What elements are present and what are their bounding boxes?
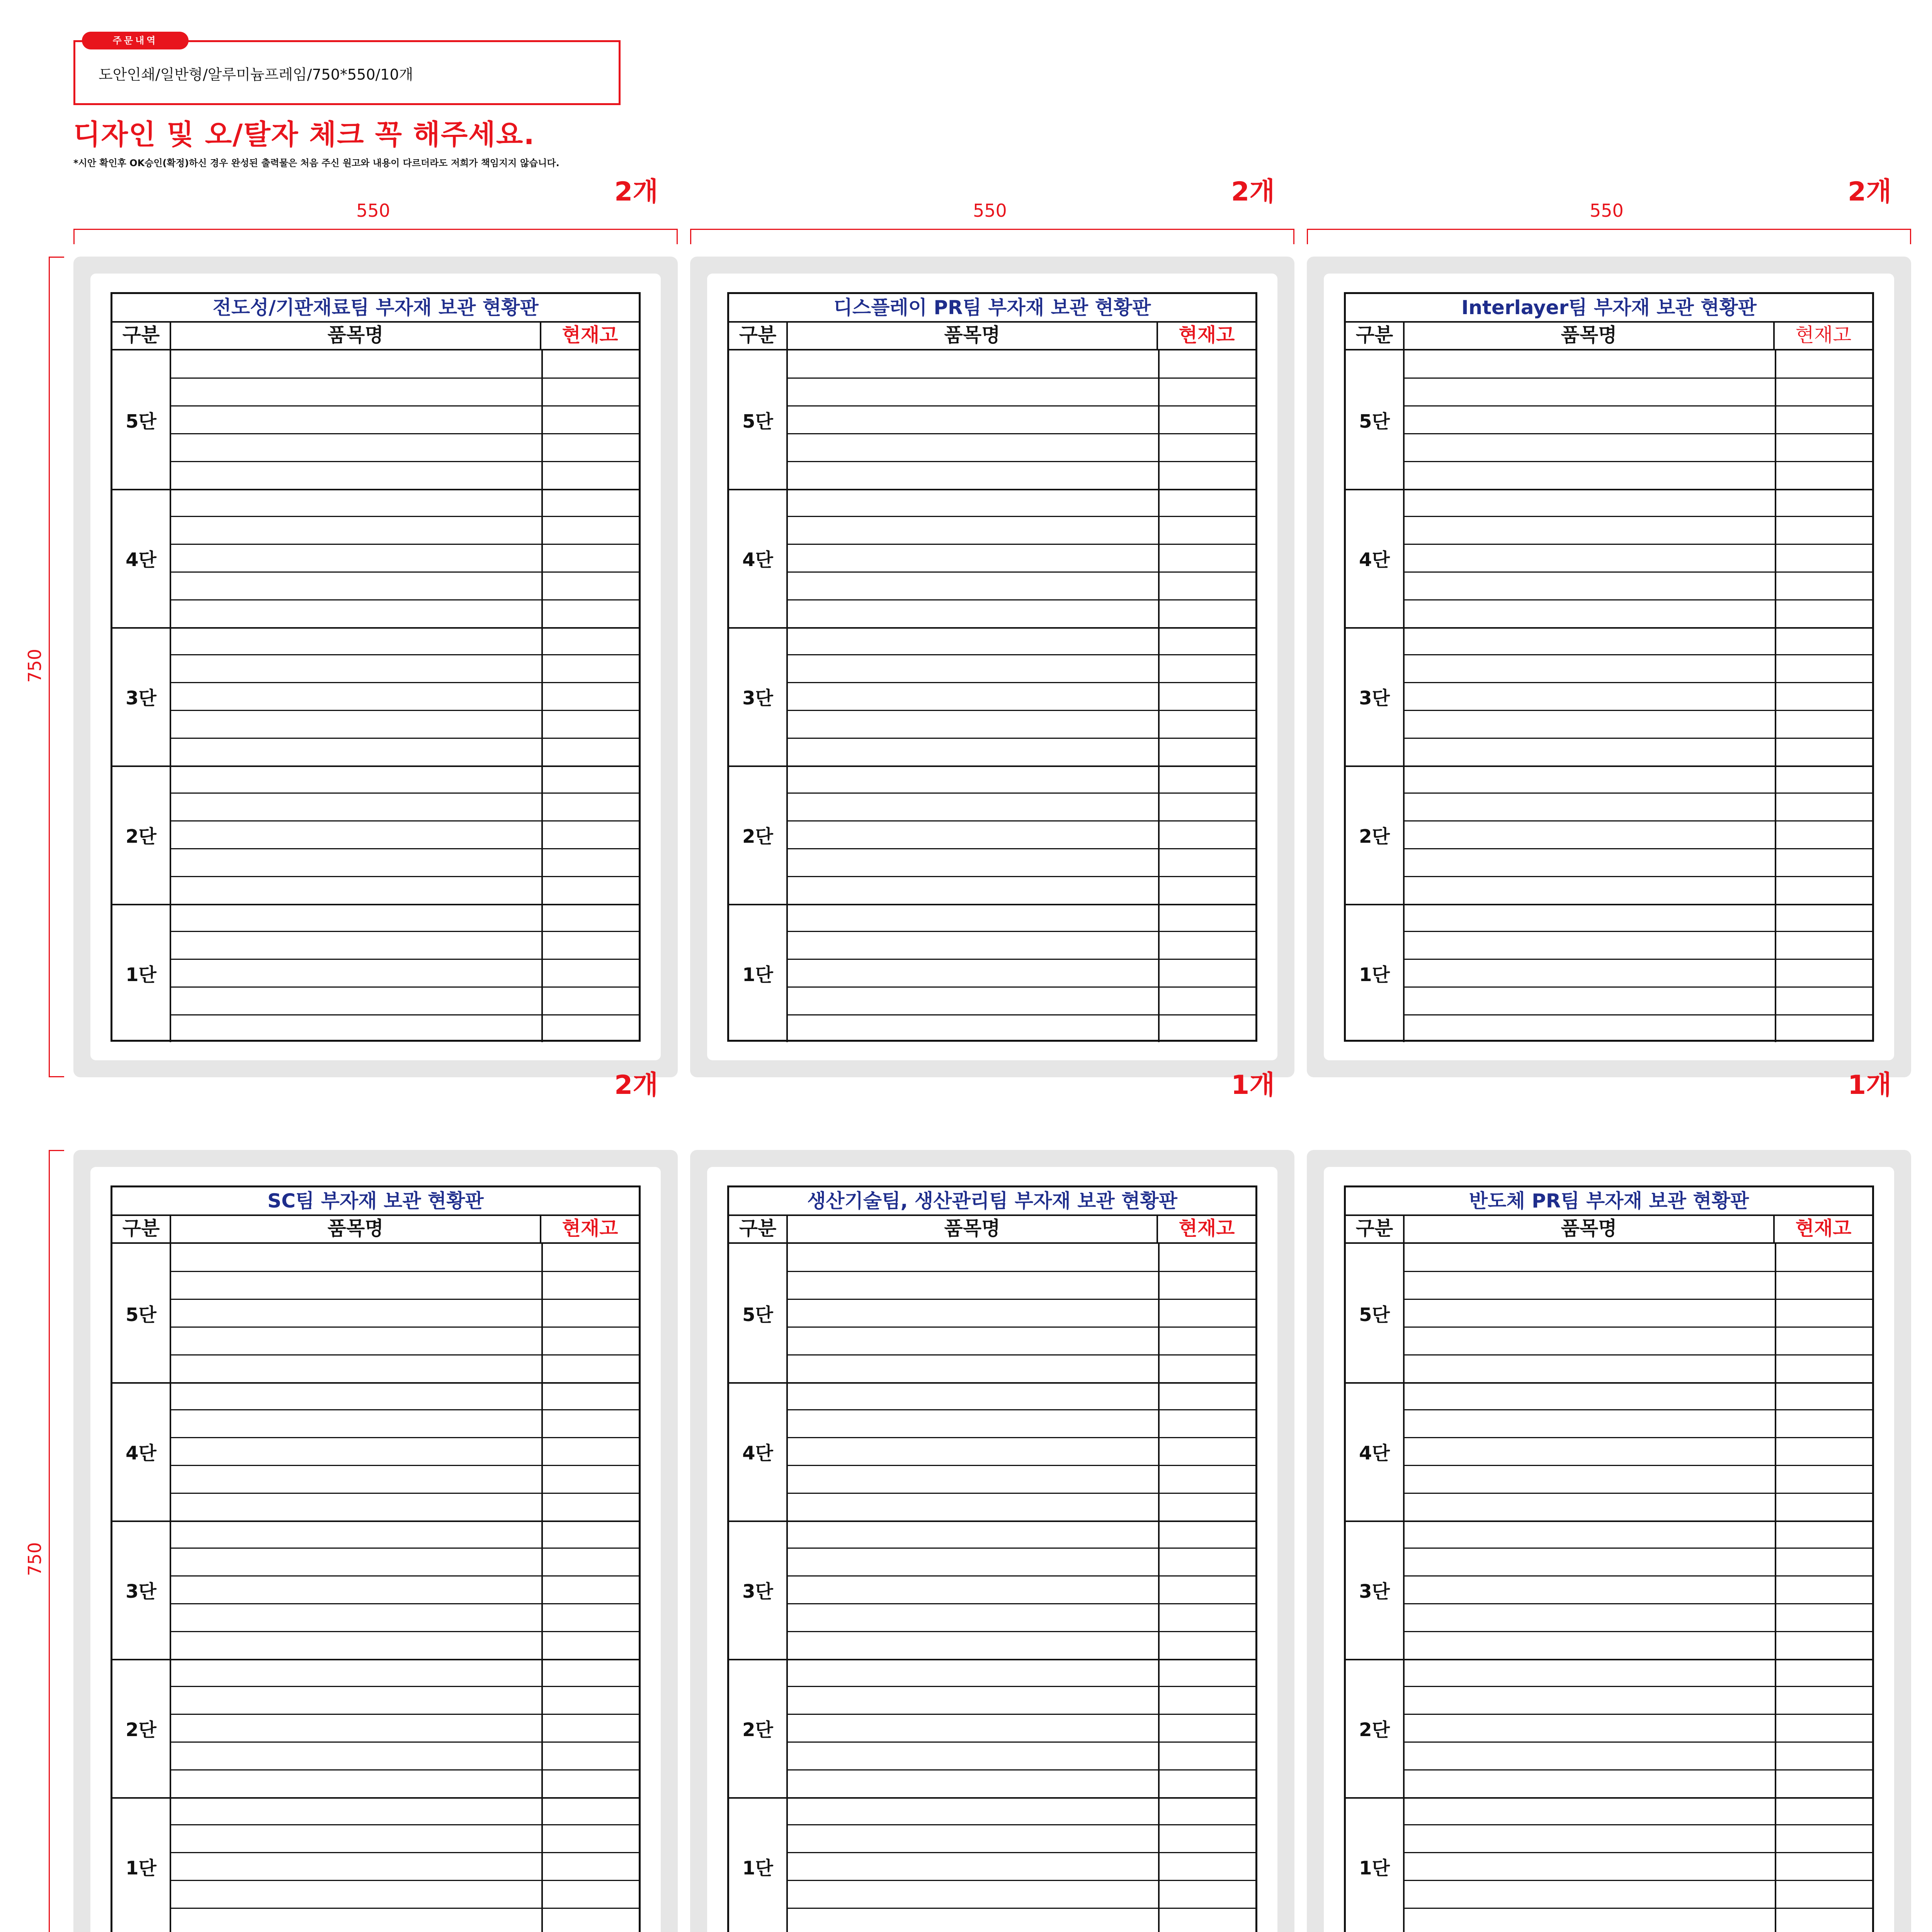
table-row-divider: [1405, 848, 1872, 849]
table-row-divider: [1405, 516, 1872, 517]
tier-label: 1단: [1346, 904, 1405, 1042]
height-dimension-label: 750: [24, 649, 45, 683]
table-row-divider: [171, 682, 639, 683]
table-row-divider: [1405, 571, 1872, 573]
stock-column-divider: [541, 1382, 543, 1520]
table-body: [1346, 350, 1872, 1040]
table-row-divider: [171, 433, 639, 434]
table-row-divider: [171, 793, 639, 794]
header-stock: 현재고: [1179, 1217, 1235, 1240]
board-title: 전도성/기판재료팀 부자재 보관 현황판: [112, 294, 639, 323]
order-badge: 주문내역: [82, 32, 189, 49]
table-row-divider: [171, 1575, 639, 1577]
tier-label: 5단: [112, 350, 171, 489]
board-title: SC팀 부자재 보관 현황판: [112, 1187, 639, 1216]
table-row-divider: [171, 959, 639, 960]
stock-column-divider: [1775, 1659, 1776, 1797]
header-stock: 현재고: [1795, 1217, 1852, 1240]
inventory-table: [727, 1185, 1257, 1932]
board-quantity: 2개: [614, 177, 658, 207]
header-item-name: 품목명: [1405, 1214, 1775, 1242]
aluminum-frame: [1307, 1150, 1911, 1932]
table-row-divider: [1405, 1880, 1872, 1881]
board-quantity: 2개: [1231, 177, 1275, 207]
table-row-divider: [1405, 986, 1872, 988]
stock-column-divider: [541, 350, 543, 489]
header-gubun: 구분: [729, 1214, 788, 1242]
table-body: [729, 1244, 1255, 1932]
table-row-divider: [1405, 1548, 1872, 1549]
table-row-divider: [1405, 1769, 1872, 1770]
table-row-divider: [1405, 378, 1872, 379]
table-row-divider: [171, 1493, 639, 1494]
table-row-divider: [171, 986, 639, 988]
table-row-divider: [1405, 1714, 1872, 1715]
table-row-divider: [788, 1354, 1255, 1355]
table-row-divider: [1405, 544, 1872, 545]
tier-label: 1단: [1346, 1797, 1405, 1932]
stock-column-divider: [541, 1520, 543, 1659]
table-row-divider: [788, 405, 1255, 406]
table-row-divider: [788, 1852, 1255, 1853]
table-header-row: [112, 1214, 639, 1244]
board-title: 생산기술팀, 생산관리팀 부자재 보관 현황판: [729, 1187, 1255, 1216]
table-row-divider: [171, 516, 639, 517]
board-quantity: 2개: [614, 1070, 658, 1100]
order-summary-text: 도안인쇄/일반형/알루미늄프레임/750*550/10개: [99, 66, 413, 83]
order-summary-box: [73, 40, 621, 105]
stock-column-divider: [541, 627, 543, 765]
shelf-tier: [1346, 1797, 1872, 1932]
width-dimension-line: [73, 229, 678, 245]
table-row-divider: [171, 1824, 639, 1825]
stock-column-divider: [541, 765, 543, 904]
table-row-divider: [788, 1631, 1255, 1632]
notice-title: 디자인 및 오/탈자 체크 꼭 해주세요.: [73, 118, 535, 151]
stock-column-divider: [1775, 489, 1776, 627]
stock-column-divider: [541, 1797, 543, 1932]
width-dimension-line: [690, 229, 1294, 245]
table-row-divider: [171, 848, 639, 849]
notice-subtitle: *시안 확인후 OK승인(확정)하신 경우 완성된 출력물은 처음 주신 원고와 내용이 다르더라도 저희가 책임지지 않습니다.: [73, 158, 560, 168]
table-row-divider: [171, 461, 639, 462]
table-row-divider: [1405, 1908, 1872, 1909]
stock-column-divider: [1775, 765, 1776, 904]
table-row-divider: [171, 876, 639, 877]
table-row-divider: [1405, 654, 1872, 655]
table-row-divider: [171, 1014, 639, 1015]
table-row-divider: [171, 571, 639, 573]
shelf-tier: [729, 1520, 1255, 1660]
stock-column-divider: [1775, 1520, 1776, 1659]
table-row-divider: [1405, 1354, 1872, 1355]
tier-label: 4단: [729, 489, 788, 627]
shelf-tier: [112, 489, 639, 629]
stock-column-divider: [1158, 627, 1160, 765]
tier-label: 3단: [1346, 1520, 1405, 1659]
table-row-divider: [171, 1409, 639, 1410]
table-row-divider: [788, 1908, 1255, 1909]
header-item-name: 품목명: [171, 321, 541, 349]
stock-column-divider: [541, 1244, 543, 1382]
header-item-name: 품목명: [788, 1214, 1158, 1242]
table-row-divider: [171, 544, 639, 545]
tier-label: 1단: [112, 1797, 171, 1932]
table-row-divider: [788, 1880, 1255, 1881]
shelf-tier: [1346, 1382, 1872, 1522]
board-title: 디스플레이 PR팀 부자재 보관 현황판: [729, 294, 1255, 323]
width-dimension-label: 550: [356, 200, 390, 221]
tier-label: 2단: [112, 765, 171, 904]
tier-label: 5단: [729, 350, 788, 489]
table-row-divider: [171, 820, 639, 821]
table-row-divider: [788, 1271, 1255, 1272]
table-row-divider: [788, 848, 1255, 849]
board-quantity: 1개: [1848, 1070, 1892, 1100]
shelf-tier: [729, 1244, 1255, 1384]
table-row-divider: [171, 1437, 639, 1438]
stock-column-divider: [1158, 1520, 1160, 1659]
header-item-name: 품목명: [171, 1214, 541, 1242]
table-row-divider: [788, 1742, 1255, 1743]
aluminum-frame: [73, 257, 678, 1077]
tier-label: 2단: [729, 1659, 788, 1797]
height-dimension-line: [49, 257, 65, 1077]
header-stock: 현재고: [562, 324, 618, 346]
table-row-divider: [1405, 599, 1872, 600]
table-row-divider: [788, 1327, 1255, 1328]
table-row-divider: [788, 544, 1255, 545]
table-row-divider: [788, 599, 1255, 600]
table-row-divider: [788, 793, 1255, 794]
stock-column-divider: [1775, 350, 1776, 489]
table-row-divider: [788, 1824, 1255, 1825]
table-row-divider: [788, 1299, 1255, 1300]
table-row-divider: [788, 1575, 1255, 1577]
shelf-tier: [1346, 1659, 1872, 1799]
table-row-divider: [788, 959, 1255, 960]
inventory-table: [111, 292, 641, 1042]
table-row-divider: [788, 931, 1255, 932]
table-row-divider: [171, 1880, 639, 1881]
stock-column-divider: [1775, 1382, 1776, 1520]
table-row-divider: [1405, 1852, 1872, 1853]
table-row-divider: [171, 405, 639, 406]
aluminum-frame: [73, 1150, 678, 1932]
header-gubun: 구분: [1346, 1214, 1405, 1242]
table-row-divider: [788, 1769, 1255, 1770]
tier-label: 2단: [1346, 765, 1405, 904]
inventory-table: [111, 1185, 641, 1932]
table-row-divider: [171, 378, 639, 379]
width-dimension-label: 550: [973, 200, 1007, 221]
table-row-divider: [171, 1742, 639, 1743]
tier-label: 1단: [112, 904, 171, 1042]
board-title: 반도체 PR팀 부자재 보관 현황판: [1346, 1187, 1872, 1216]
table-body: [729, 350, 1255, 1040]
header-gubun: 구분: [112, 1214, 171, 1242]
table-row-divider: [788, 378, 1255, 379]
shelf-tier: [729, 489, 1255, 629]
tier-label: 3단: [112, 627, 171, 765]
tier-label: 5단: [729, 1244, 788, 1382]
stock-column-divider: [541, 489, 543, 627]
shelf-tier: [1346, 904, 1872, 1042]
height-dimension-line: [49, 1150, 65, 1932]
header-item-name: 품목명: [1405, 321, 1775, 349]
aluminum-frame: [690, 257, 1294, 1077]
shelf-tier: [112, 1797, 639, 1932]
shelf-tier: [729, 350, 1255, 490]
table-row-divider: [1405, 433, 1872, 434]
table-row-divider: [1405, 931, 1872, 932]
height-dimension-label: 750: [24, 1542, 45, 1576]
tier-label: 4단: [729, 1382, 788, 1520]
tier-label: 1단: [729, 1797, 788, 1932]
table-row-divider: [171, 1714, 639, 1715]
table-row-divider: [171, 599, 639, 600]
inventory-table: [1344, 1185, 1874, 1932]
table-row-divider: [788, 654, 1255, 655]
shelf-tier: [729, 1659, 1255, 1799]
table-row-divider: [788, 571, 1255, 573]
stock-column-divider: [1158, 1244, 1160, 1382]
tier-label: 3단: [1346, 627, 1405, 765]
table-row-divider: [1405, 1493, 1872, 1494]
table-row-divider: [1405, 876, 1872, 877]
board-quantity: 2개: [1848, 177, 1892, 207]
table-row-divider: [788, 1548, 1255, 1549]
aluminum-frame: [1307, 257, 1911, 1077]
shelf-tier: [112, 765, 639, 905]
stock-column-divider: [541, 904, 543, 1042]
table-row-divider: [788, 1437, 1255, 1438]
table-row-divider: [1405, 738, 1872, 739]
table-row-divider: [171, 1354, 639, 1355]
table-header-row: [112, 321, 639, 350]
width-dimension-label: 550: [1590, 200, 1624, 221]
table-row-divider: [1405, 1603, 1872, 1604]
table-header-row: [1346, 321, 1872, 350]
table-row-divider: [171, 1465, 639, 1466]
table-row-divider: [1405, 1742, 1872, 1743]
table-row-divider: [171, 1327, 639, 1328]
tier-label: 1단: [729, 904, 788, 1042]
table-row-divider: [1405, 1575, 1872, 1577]
inventory-table: [727, 292, 1257, 1042]
stock-column-divider: [1158, 489, 1160, 627]
table-row-divider: [788, 710, 1255, 711]
table-row-divider: [1405, 1686, 1872, 1687]
table-row-divider: [171, 1686, 639, 1687]
shelf-tier: [729, 627, 1255, 767]
table-row-divider: [788, 820, 1255, 821]
table-row-divider: [171, 931, 639, 932]
table-row-divider: [171, 1299, 639, 1300]
table-row-divider: [788, 876, 1255, 877]
shelf-tier: [112, 1382, 639, 1522]
stock-column-divider: [541, 1659, 543, 1797]
table-row-divider: [788, 738, 1255, 739]
table-row-divider: [171, 738, 639, 739]
table-body: [112, 350, 639, 1040]
shelf-tier: [1346, 1244, 1872, 1384]
table-header-row: [1346, 1214, 1872, 1244]
shelf-tier: [1346, 350, 1872, 490]
stock-column-divider: [1775, 1244, 1776, 1382]
table-row-divider: [171, 1271, 639, 1272]
table-row-divider: [1405, 710, 1872, 711]
header-stock: 현재고: [562, 1217, 618, 1240]
table-row-divider: [1405, 1631, 1872, 1632]
shelf-tier: [729, 904, 1255, 1042]
table-header-row: [729, 321, 1255, 350]
tier-label: 5단: [112, 1244, 171, 1382]
table-row-divider: [788, 1409, 1255, 1410]
shelf-tier: [112, 1244, 639, 1384]
table-row-divider: [171, 1908, 639, 1909]
table-row-divider: [171, 1769, 639, 1770]
shelf-tier: [729, 1382, 1255, 1522]
shelf-tier: [112, 1659, 639, 1799]
table-row-divider: [1405, 461, 1872, 462]
table-row-divider: [171, 710, 639, 711]
header-gubun: 구분: [1346, 321, 1405, 349]
table-row-divider: [1405, 959, 1872, 960]
tier-label: 3단: [729, 627, 788, 765]
tier-label: 4단: [1346, 1382, 1405, 1520]
table-row-divider: [1405, 1437, 1872, 1438]
table-row-divider: [788, 1014, 1255, 1015]
table-row-divider: [1405, 1824, 1872, 1825]
stock-column-divider: [1775, 904, 1776, 1042]
shelf-tier: [1346, 765, 1872, 905]
header-gubun: 구분: [729, 321, 788, 349]
shelf-tier: [729, 765, 1255, 905]
stock-column-divider: [1158, 350, 1160, 489]
stock-column-divider: [1775, 627, 1776, 765]
header-stock: 현재고: [1179, 324, 1235, 346]
shelf-tier: [112, 904, 639, 1042]
table-body: [1346, 1244, 1872, 1932]
stock-column-divider: [1158, 904, 1160, 1042]
shelf-tier: [112, 627, 639, 767]
table-row-divider: [1405, 1299, 1872, 1300]
table-row-divider: [171, 1603, 639, 1604]
table-row-divider: [788, 1465, 1255, 1466]
table-row-divider: [1405, 405, 1872, 406]
tier-label: 2단: [112, 1659, 171, 1797]
stock-column-divider: [1158, 1659, 1160, 1797]
table-row-divider: [788, 682, 1255, 683]
table-row-divider: [1405, 1465, 1872, 1466]
table-row-divider: [1405, 820, 1872, 821]
width-dimension-line: [1307, 229, 1911, 245]
shelf-tier: [1346, 489, 1872, 629]
tier-label: 2단: [729, 765, 788, 904]
shelf-tier: [112, 350, 639, 490]
table-row-divider: [1405, 682, 1872, 683]
table-row-divider: [788, 433, 1255, 434]
table-row-divider: [1405, 1271, 1872, 1272]
table-row-divider: [171, 1631, 639, 1632]
stock-column-divider: [1158, 1382, 1160, 1520]
tier-label: 4단: [112, 1382, 171, 1520]
table-row-divider: [788, 1603, 1255, 1604]
table-row-divider: [171, 1548, 639, 1549]
board-title: Interlayer팀 부자재 보관 현황판: [1346, 294, 1872, 323]
table-row-divider: [1405, 793, 1872, 794]
table-row-divider: [1405, 1014, 1872, 1015]
header-stock: 현재고: [1795, 324, 1852, 346]
table-row-divider: [788, 986, 1255, 988]
table-header-row: [729, 1214, 1255, 1244]
inventory-table: [1344, 292, 1874, 1042]
table-row-divider: [788, 1686, 1255, 1687]
table-row-divider: [171, 1852, 639, 1853]
table-row-divider: [788, 516, 1255, 517]
table-row-divider: [788, 1493, 1255, 1494]
aluminum-frame: [690, 1150, 1294, 1932]
table-body: [112, 1244, 639, 1932]
table-row-divider: [1405, 1409, 1872, 1410]
tier-label: 3단: [729, 1520, 788, 1659]
tier-label: 3단: [112, 1520, 171, 1659]
stock-column-divider: [1158, 1797, 1160, 1932]
table-row-divider: [171, 654, 639, 655]
tier-label: 5단: [1346, 1244, 1405, 1382]
shelf-tier: [1346, 627, 1872, 767]
tier-label: 5단: [1346, 350, 1405, 489]
board-quantity: 1개: [1231, 1070, 1275, 1100]
shelf-tier: [1346, 1520, 1872, 1660]
header-gubun: 구분: [112, 321, 171, 349]
shelf-tier: [729, 1797, 1255, 1932]
stock-column-divider: [1775, 1797, 1776, 1932]
table-row-divider: [1405, 1327, 1872, 1328]
stock-column-divider: [1158, 765, 1160, 904]
tier-label: 4단: [112, 489, 171, 627]
header-item-name: 품목명: [788, 321, 1158, 349]
shelf-tier: [112, 1520, 639, 1660]
table-row-divider: [788, 461, 1255, 462]
tier-label: 2단: [1346, 1659, 1405, 1797]
tier-label: 4단: [1346, 489, 1405, 627]
table-row-divider: [788, 1714, 1255, 1715]
